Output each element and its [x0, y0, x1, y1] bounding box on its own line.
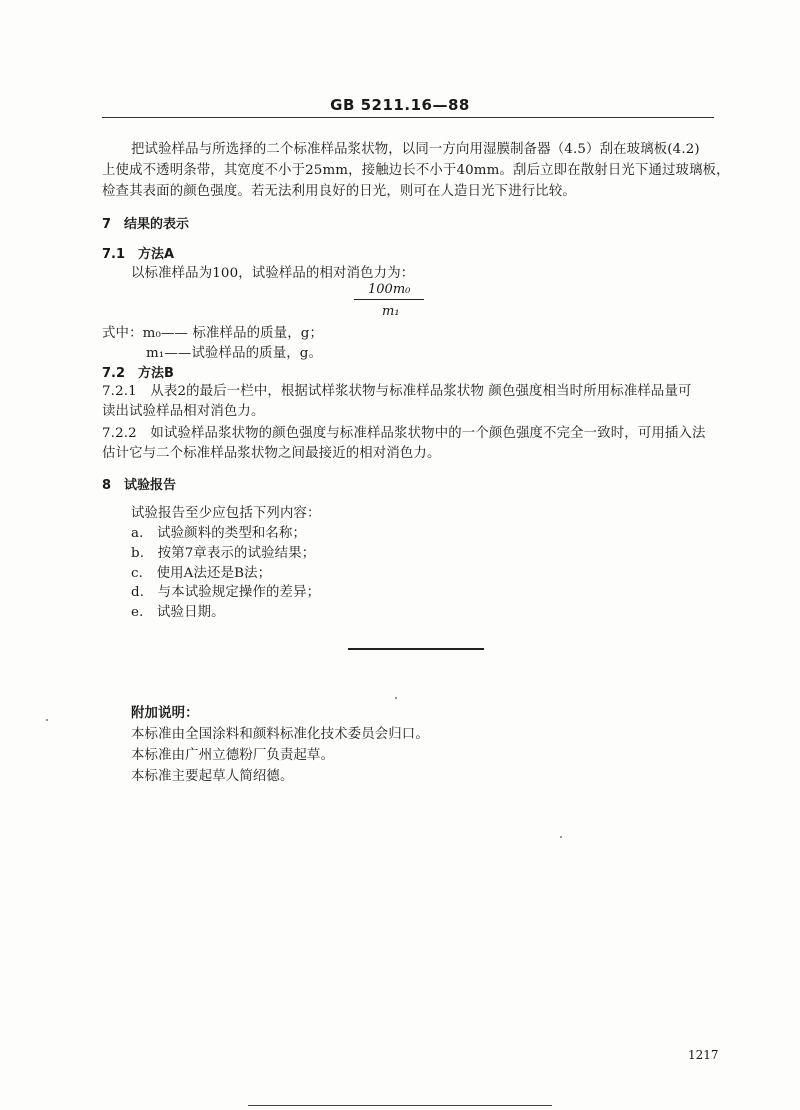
section-separator-rule [348, 648, 484, 650]
section-7-heading: 7 结果的表示 [102, 217, 190, 232]
formula-where-line-2: m₁——试验样品的质量，g。 [146, 346, 323, 361]
header-rule [102, 117, 714, 118]
page-number: 1217 [688, 1048, 719, 1062]
note-line-3: 本标准主要起草人简绍德。 [131, 769, 294, 784]
section-7-1-heading: 7.1 方法A [102, 247, 175, 262]
section-8-heading: 8 试验报告 [102, 478, 177, 493]
paragraph-line-2: 上使成不透明条带，其宽度不小于25mm，接触边长不小于40mm。刮后立即在散射日光下通过玻璃板， [102, 163, 730, 178]
formula-fraction-bar [354, 299, 424, 300]
formula-denominator: m₁ [382, 304, 400, 319]
scan-speck [395, 697, 397, 699]
scan-speck [46, 719, 48, 721]
section-7-1-text: 以标准样品为100，试验样品的相对消色力为： [131, 266, 415, 281]
paragraph-line-3: 检查其表面的颜色强度。若无法利用良好的日光，则可在人造日光下进行比较。 [102, 184, 576, 199]
report-item-d: d. 与本试验规定操作的差异； [131, 585, 321, 600]
report-item-b: b. 按第7章表示的试验结果； [131, 546, 316, 561]
section-7-2-2-line-2: 估计它与二个标准样品浆状物之间最接近的相对消色力。 [102, 446, 441, 461]
report-item-a: a. 试验颜料的类型和名称； [131, 526, 307, 541]
formula-where-line-1: 式中：m₀—— 标准样品的质量，g； [102, 326, 324, 341]
section-7-2-2-line-1: 7.2.2 如试验样品浆状物的颜色强度与标准样品浆状物中的一个颜色强度不完全一致时，可用插入法 [102, 426, 706, 441]
note-line-1: 本标准由全国涂料和颜料标准化技术委员会归口。 [131, 727, 429, 742]
section-7-2-heading: 7.2 方法B [102, 366, 174, 381]
paragraph-line-1: 把试验样品与所选择的二个标准样品浆状物，以同一方向用湿膜制备器（4.5）刮在玻璃板(4.2) [131, 142, 700, 157]
section-7-2-1-line-2: 读出试验样品相对消色力。 [102, 404, 265, 419]
section-8-intro: 试验报告至少应包括下列内容： [131, 506, 321, 521]
additional-notes-heading: 附加说明： [131, 705, 199, 721]
scan-speck [560, 836, 562, 838]
formula-numerator: 100m₀ [368, 282, 411, 297]
section-7-2-1-line-1: 7.2.1 从表2的最后一栏中，根据试样浆状物与标准样品浆状物 颜色强度相当时所用标准样品量可 [102, 384, 692, 399]
standard-number: GB 5211.16—88 [330, 96, 470, 114]
note-line-2: 本标准由广州立德粉厂负责起草。 [131, 748, 335, 763]
bottom-rule [248, 1105, 552, 1106]
report-item-c: c. 使用A法还是B法； [131, 566, 272, 581]
report-item-e: e. 试验日期。 [131, 605, 225, 620]
